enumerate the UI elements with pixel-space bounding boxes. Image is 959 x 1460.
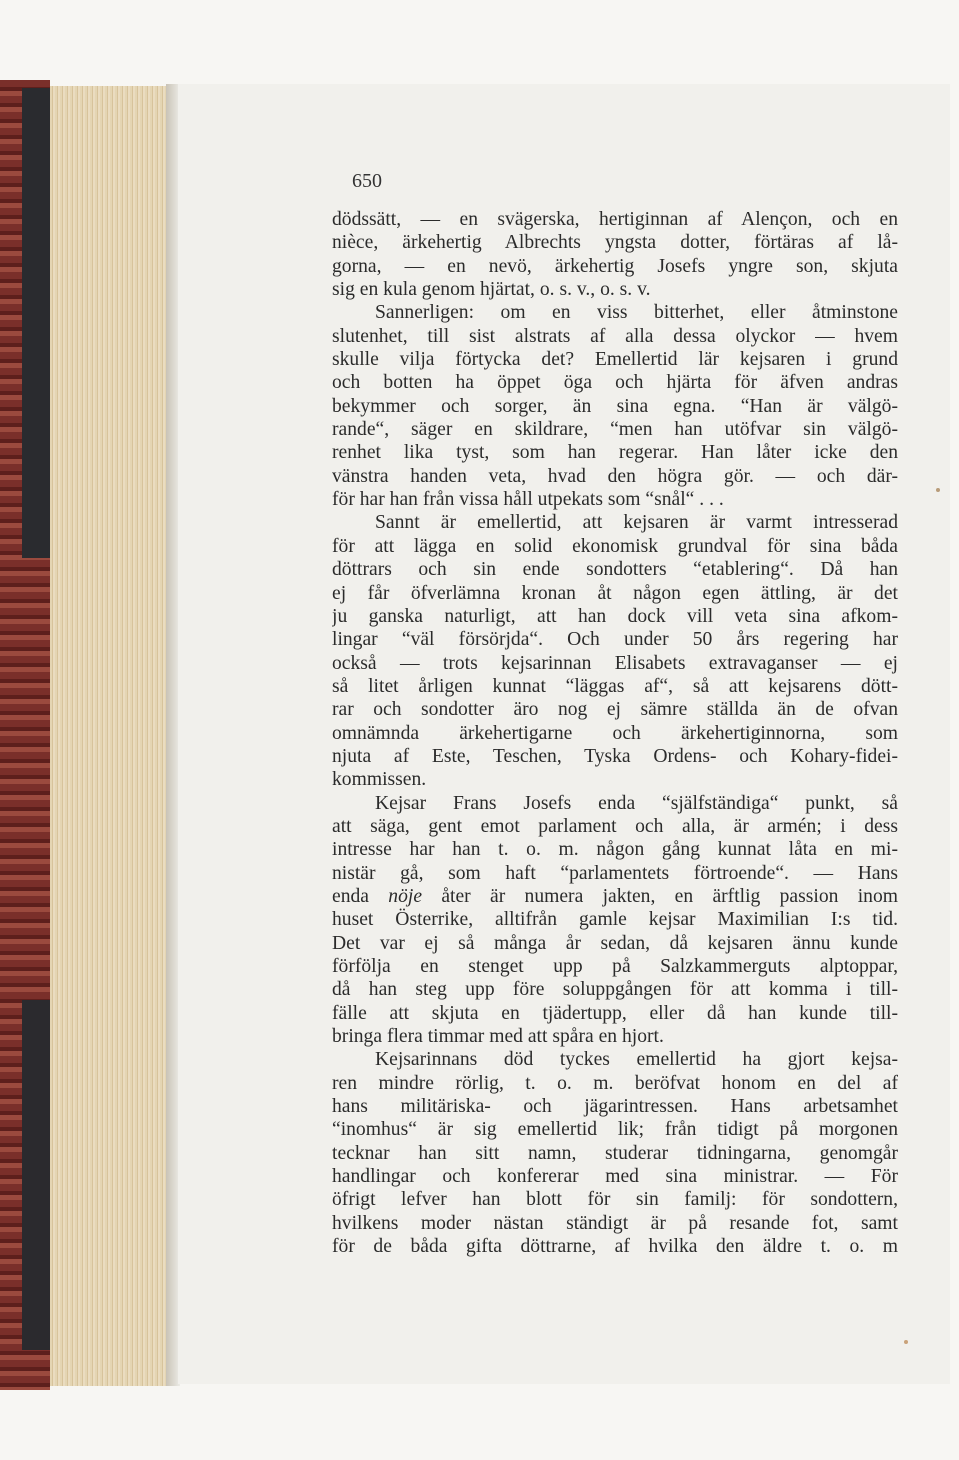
text-line: rar och sondotter äro nog ej sämre ställda än de ofvan — [332, 699, 898, 721]
text-line: tecknar han sitt namn, studerar tidningarna, genomgår — [332, 1142, 898, 1164]
text-line: nistär gå, som haft “parlamentets förtroende“. — Hans — [332, 862, 898, 884]
italic-word: nöje — [388, 885, 423, 907]
paper-speck — [904, 1340, 908, 1344]
text-line: nièce, ärkehertig Albrechts yngsta dotter, förtäras af lå- — [332, 232, 898, 254]
text-line: Sannerligen: om en viss bitterhet, eller åtminstone — [375, 302, 898, 324]
text-line: för de båda gifta döttrarne, af hvilka den äldre t. o. m — [332, 1236, 898, 1258]
text-line: slutenhet, till sist alstrats af alla dessa olyckor — hvem — [332, 325, 898, 347]
text-line: Sannt är emellertid, att kejsaren är varmt intresserad — [375, 512, 898, 534]
text-line: omnämnda ärkehertigarne och ärkehertiginnorna, som — [332, 722, 898, 744]
page-edges — [50, 86, 168, 1386]
text-line — [332, 885, 898, 908]
text-line: ju ganska naturligt, att han dock vill veta sina afkom- — [332, 605, 898, 627]
text-line: också — trots kejsarinnan Elisabets extravaganser — ej — [332, 652, 898, 674]
text-line: “inomhus“ är sig emellertid lik; från tidigt på morgonen — [332, 1119, 898, 1141]
text-line: hans militäriska- och jägarintressen. Hans arbetsamhet — [332, 1096, 898, 1118]
text-line: renhet lika tyst, som han regerar. Han låter icke den — [332, 442, 898, 464]
text-line: bekymmer och sorger, än sina egna. “Han är välgö- — [332, 395, 898, 417]
text-line: och botten ha öppet öga och hjärta för äfven andras — [332, 372, 898, 394]
text-line: ren mindre rörlig, t. o. m. beröfvat honom en del af — [332, 1072, 898, 1094]
text-line: Kejsar Frans Josefs enda “själfständiga“ punkt, så — [375, 792, 898, 814]
text-line: gorna, — en nevö, ärkehertig Josefs yngre son, skjuta — [332, 255, 898, 277]
text-line: öfrigt lefver han blott för sin familj: för sondottern, — [332, 1189, 898, 1211]
text-line: Kejsarinnans död tyckes emellertid ha gjort kejsa- — [375, 1049, 898, 1071]
text-line: Det var ej så många år sedan, då kejsaren ännu kunde — [332, 932, 898, 954]
text-line: förfölja en stenget upp på Salzkammerguts alptoppar, — [332, 956, 898, 977]
text-line: sig en kula genom hjärtat, o. s. v., o. s. v. — [332, 279, 651, 301]
paper-speck — [936, 488, 940, 492]
text-line: njuta af Este, Teschen, Tyska Ordens- och Kohary-fidei- — [332, 745, 898, 767]
text-line: intresse har han t. o. m. någon gång kunnat låta en mi- — [332, 839, 898, 861]
text-line: hvilkens moder nästan ständigt är på resande fot, samt — [332, 1212, 898, 1234]
text-line: att säga, gent emot parlament och alla, är armén; i dess — [332, 815, 898, 837]
book-spine-dark-top — [22, 88, 50, 558]
text-run: enda — [332, 885, 389, 907]
text-line: lingar “väl försörjda“. Och under 50 års regering har — [332, 629, 898, 651]
text-line: kommissen. — [332, 769, 427, 791]
text-line: dödssätt, — en svägerska, hertiginnan af Alençon, och en — [332, 209, 898, 230]
text-run: åter är numera jakten, en ärftlig passion inom — [422, 885, 898, 907]
text-line: för att lägga en solid ekonomisk grundval för sina båda — [332, 535, 898, 557]
text-line: ej får öfverlämna kronan åt någon egen ättling, är det — [332, 582, 898, 604]
text-line: så litet årligen kunnat “läggas af“, så att kejsarens dött- — [332, 675, 898, 697]
text-line: handlingar och konfererar med sina ministrar. — För — [332, 1166, 898, 1188]
text-line: vänstra handen veta, hvad den högra gör. — och där- — [332, 465, 898, 487]
body-text — [332, 208, 898, 1258]
text-line: bringa flera timmar med att spåra en hjort. — [332, 1026, 664, 1048]
text-line: skulle vilja förtycka det? Emellertid lär kejsaren i grund — [332, 349, 898, 371]
text-line: fälle att skjuta en tjädertupp, eller då han kunde till- — [332, 1002, 898, 1024]
book-spine-dark-bottom — [22, 1000, 50, 1350]
text-line: döttrars och sin ende sondotters “etablering“. Då han — [332, 559, 898, 581]
page-number: 650 — [352, 170, 382, 192]
text-line: huset Österrike, alltifrån gamle kejsar Maximilian I:s tid. — [332, 909, 898, 931]
text-line: rande“, säger en skildrare, “men han utöfvar sin välgö- — [332, 419, 898, 441]
text-line: då han steg upp före soluppgången för att komma i till- — [332, 979, 898, 1001]
text-line: för har han från vissa håll utpekats som “snål“ . . . — [332, 489, 724, 511]
